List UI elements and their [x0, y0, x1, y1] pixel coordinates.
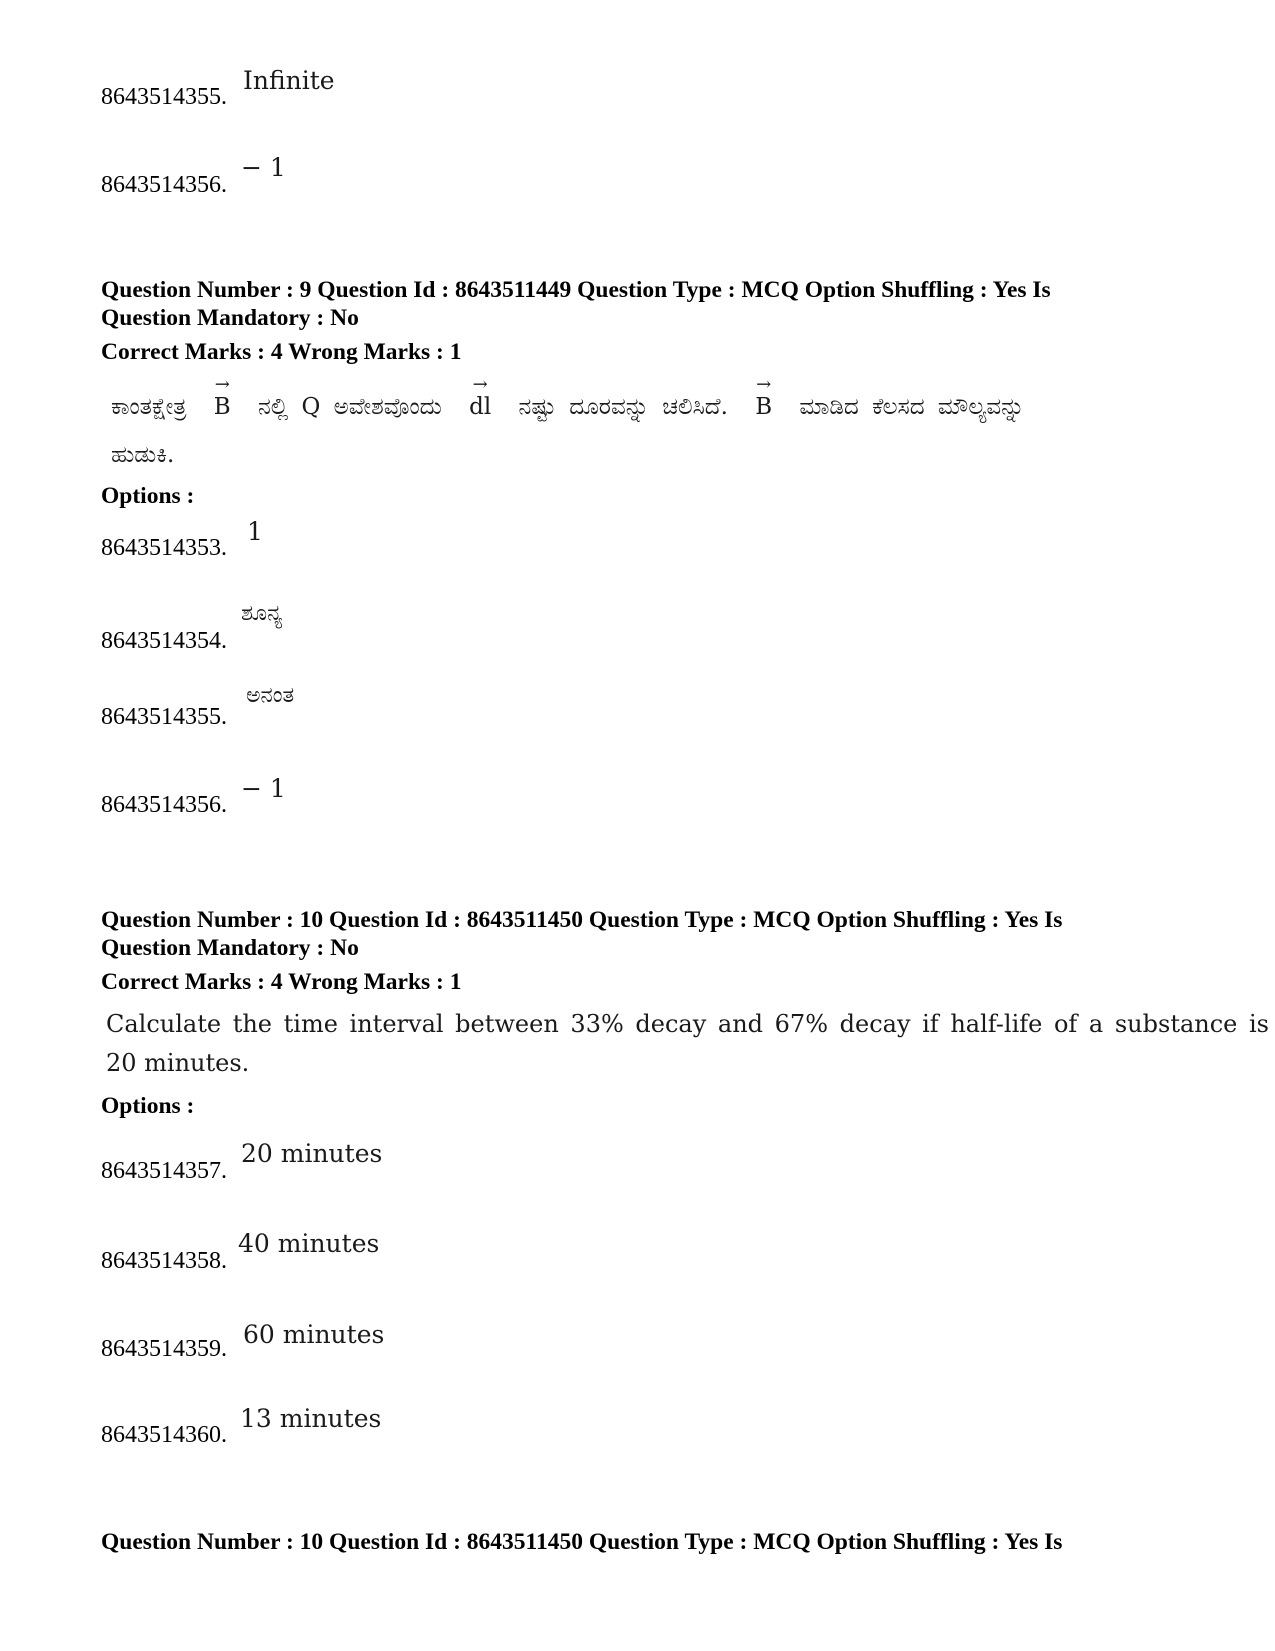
question-header: Question Number : 9 Question Id : 8643511449 Question Type : MCQ Option Shuffling : Yes Is — [101, 277, 1051, 303]
option-value: Infinite — [243, 66, 335, 95]
option-value: 20 minutes — [241, 1139, 383, 1168]
option-value: 60 minutes — [243, 1320, 385, 1349]
option-id: 8643514353. — [101, 535, 227, 561]
question-text-part: ನಷ್ಟು ದೂರವನ್ನು ಚಲಿಸಿದೆ. — [518, 394, 728, 420]
option-value: − 1 — [241, 153, 286, 182]
question-marks: Correct Marks : 4 Wrong Marks : 1 — [101, 339, 462, 365]
option-id: 8643514357. — [101, 1158, 227, 1184]
option-id: 8643514358. — [101, 1248, 227, 1274]
option-value: 13 minutes — [240, 1404, 382, 1433]
option-id: 8643514356. — [101, 792, 227, 818]
question-text-part: ಮಾಡಿದ ಕೆಲಸದ ಮೌಲ್ಯವನ್ನು — [799, 394, 1025, 420]
question-text-part: ನಲ್ಲಿ Q ಅವೇಶವೊಂದು — [258, 394, 442, 420]
option-id: 8643514355. — [101, 704, 227, 730]
question-header-cont: Question Mandatory : No — [101, 935, 359, 961]
question-text-line2: ಹುಡುಕಿ. — [111, 442, 175, 468]
question-text-part: ಕಾಂತಕ್ಷೇತ್ರ — [111, 394, 187, 420]
option-id: 8643514354. — [101, 628, 227, 654]
option-value: ಅನಂತ — [246, 683, 295, 708]
option-value: − 1 — [241, 774, 286, 803]
option-id: 8643514356. — [101, 172, 227, 198]
options-label: Options : — [101, 1093, 195, 1119]
question-header-cont: Question Mandatory : No — [101, 305, 359, 331]
options-label: Options : — [101, 483, 195, 509]
question-text-line2: 20 minutes. — [106, 1049, 250, 1077]
vector-symbol: → B — [213, 374, 231, 420]
question-text — [111, 374, 1025, 420]
option-value: 40 minutes — [238, 1229, 380, 1258]
question-header: Question Number : 10 Question Id : 8643511450 Question Type : MCQ Option Shuffling : Yes Is — [101, 907, 1063, 933]
option-value: ಶೂನ್ಯ — [241, 601, 283, 626]
option-id: 8643514359. — [101, 1336, 227, 1362]
question-header: Question Number : 10 Question Id : 8643511450 Question Type : MCQ Option Shuffling : Yes Is — [101, 1529, 1063, 1555]
vector-symbol: → dl — [469, 374, 492, 420]
option-value: 1 — [247, 517, 263, 546]
option-id: 8643514360. — [101, 1422, 227, 1448]
option-id: 8643514355. — [101, 84, 227, 110]
vector-symbol: → B — [755, 374, 773, 420]
question-marks: Correct Marks : 4 Wrong Marks : 1 — [101, 969, 462, 995]
question-text: Calculate the time interval between 33% decay and 67% decay if half-life of a substance is — [106, 1010, 1269, 1038]
